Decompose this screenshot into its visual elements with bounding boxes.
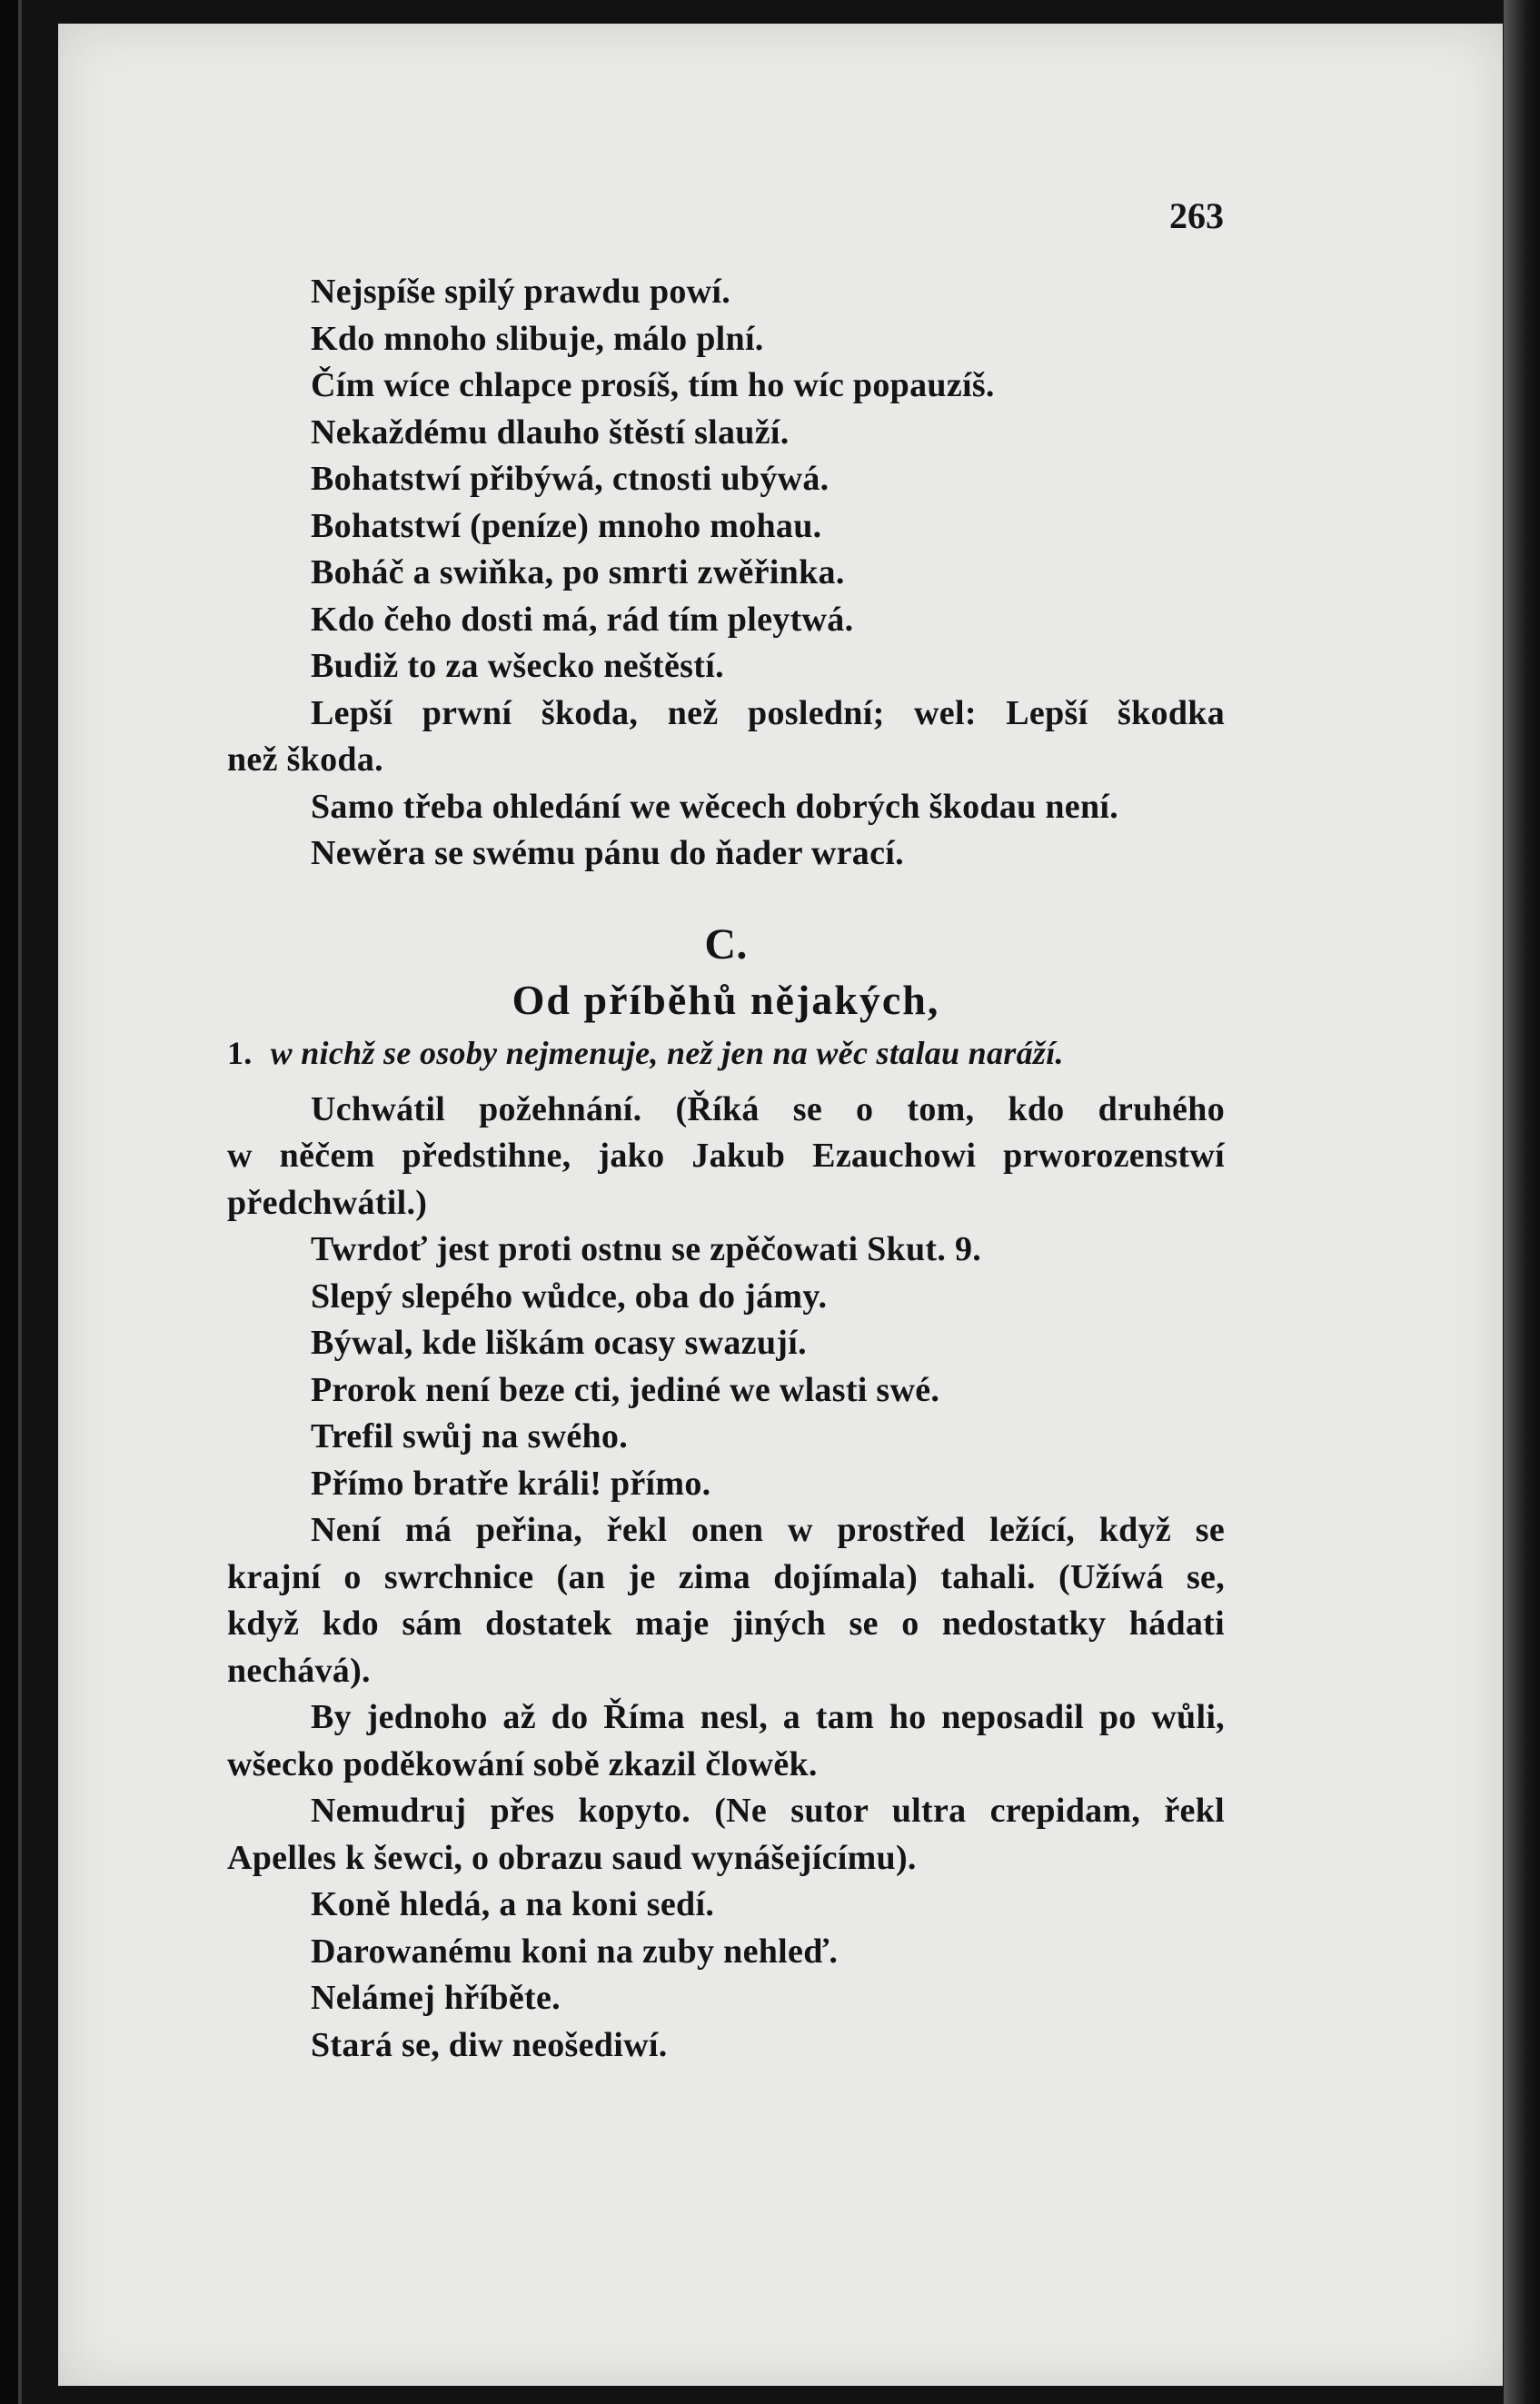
proverb-continuation: Apelles k šewci, o obrazu saud wynášejícímu). — [227, 1838, 917, 1877]
subtitle-text: w nichž se osoby nejmenuje, než jen na wěc stalau naráží. — [270, 1034, 1064, 1071]
proverb-line: Newěra se swému pánu do ňader wrací. — [311, 834, 904, 872]
proverb-continuation: krajní o swrchnice (an je zima dojímala) tahali. (Užíwá se, — [227, 1557, 1225, 1596]
proverb-line: Prorok není beze cti, jediné we wlasti swé. — [311, 1370, 940, 1409]
page-text — [227, 269, 1225, 2069]
proverb-line: Nejspíše spilý prawdu powí. — [311, 273, 731, 311]
proverb-line: Nelámej hříběte. — [311, 1979, 561, 2017]
proverb-line: Bohatstwí přibýwá, ctnosti ubýwá. — [311, 460, 830, 498]
proverb-line: Stará se, diw neošediwí. — [311, 2025, 668, 2064]
proverb-line: Trefil swůj na swého. — [311, 1417, 629, 1455]
proverb-line: Twrdoť jest proti ostnu se zpěčowati Skut. 9. — [311, 1230, 982, 1268]
proverb-line: Nekaždému dlauho štěstí slauží. — [311, 412, 790, 452]
proverb-line: Přímo bratře králi! přímo. — [311, 1464, 711, 1503]
page-number: 263 — [1169, 195, 1224, 236]
proverb-line: Boháč a swiňka, po smrti zwěřinka. — [311, 553, 845, 591]
proverb-continuation: nechává). — [227, 1651, 371, 1690]
proverb-line: Koně hledá, a na koni sedí. — [311, 1885, 715, 1923]
section-subtitle — [227, 1028, 1225, 1078]
proverb-line: Slepý slepého wůdce, oba do jámy. — [311, 1277, 828, 1316]
proverb-continuation: předchwátil.) — [227, 1183, 428, 1222]
proverb-line: Uchwátil požehnání. (Říká se o tom, kdo druhého — [311, 1089, 1225, 1128]
proverb-continuation: wšecko poděkowání sobě zkazil člowěk. — [227, 1744, 818, 1783]
proverb-continuation: w něčem předstihne, jako Jakub Ezauchowi prworozenstwí — [227, 1137, 1225, 1175]
proverb-line: Darowanému koni na zuby nehleď. — [311, 1932, 839, 1971]
proverb-continuation: než škoda. — [227, 740, 383, 779]
proverb-line: Budiž to za wšecko neštěstí. — [311, 647, 724, 685]
proverb-line: Samo třeba ohledání we wěcech dobrých škodau není. — [311, 787, 1119, 826]
proverb-line: Čím wíce chlapce prosíš, tím ho wíc popauzíš. — [311, 366, 995, 404]
proverb-line: Není má peřina, řekl onen w prostřed ležící, když se — [311, 1511, 1225, 1549]
proverb-line: By jednoho až do Říma nesl, a tam ho neposadil po wůli, — [311, 1698, 1225, 1736]
proverb-line: Nemudruj přes kopyto. (Ne sutor ultra crepidam, řekl — [311, 1792, 1225, 1830]
section-letter: C. — [704, 919, 748, 969]
proverb-continuation: když kdo sám dostatek maje jiných se o nedostatky hádati — [227, 1604, 1225, 1643]
proverb-line: Lepší prwní škoda, než poslední; wel: Lepší škodka — [311, 693, 1225, 732]
scan-left-strip — [0, 0, 18, 2404]
scan-right-edge — [1504, 0, 1540, 2404]
proverb-line: Býwal, kde liškám ocasy swazují. — [311, 1324, 807, 1362]
section-title: Od příběhů nějakých, — [512, 976, 940, 1023]
proverb-line: Bohatstwí (peníze) mnoho mohau. — [311, 506, 822, 545]
proverb-line: Kdo čeho dosti má, rád tím pleytwá. — [311, 600, 854, 639]
subsection-number: 1. — [227, 1034, 253, 1071]
scan-left-edge — [18, 0, 22, 2404]
proverb-line: Kdo mnoho slibuje, málo plní. — [311, 319, 764, 358]
